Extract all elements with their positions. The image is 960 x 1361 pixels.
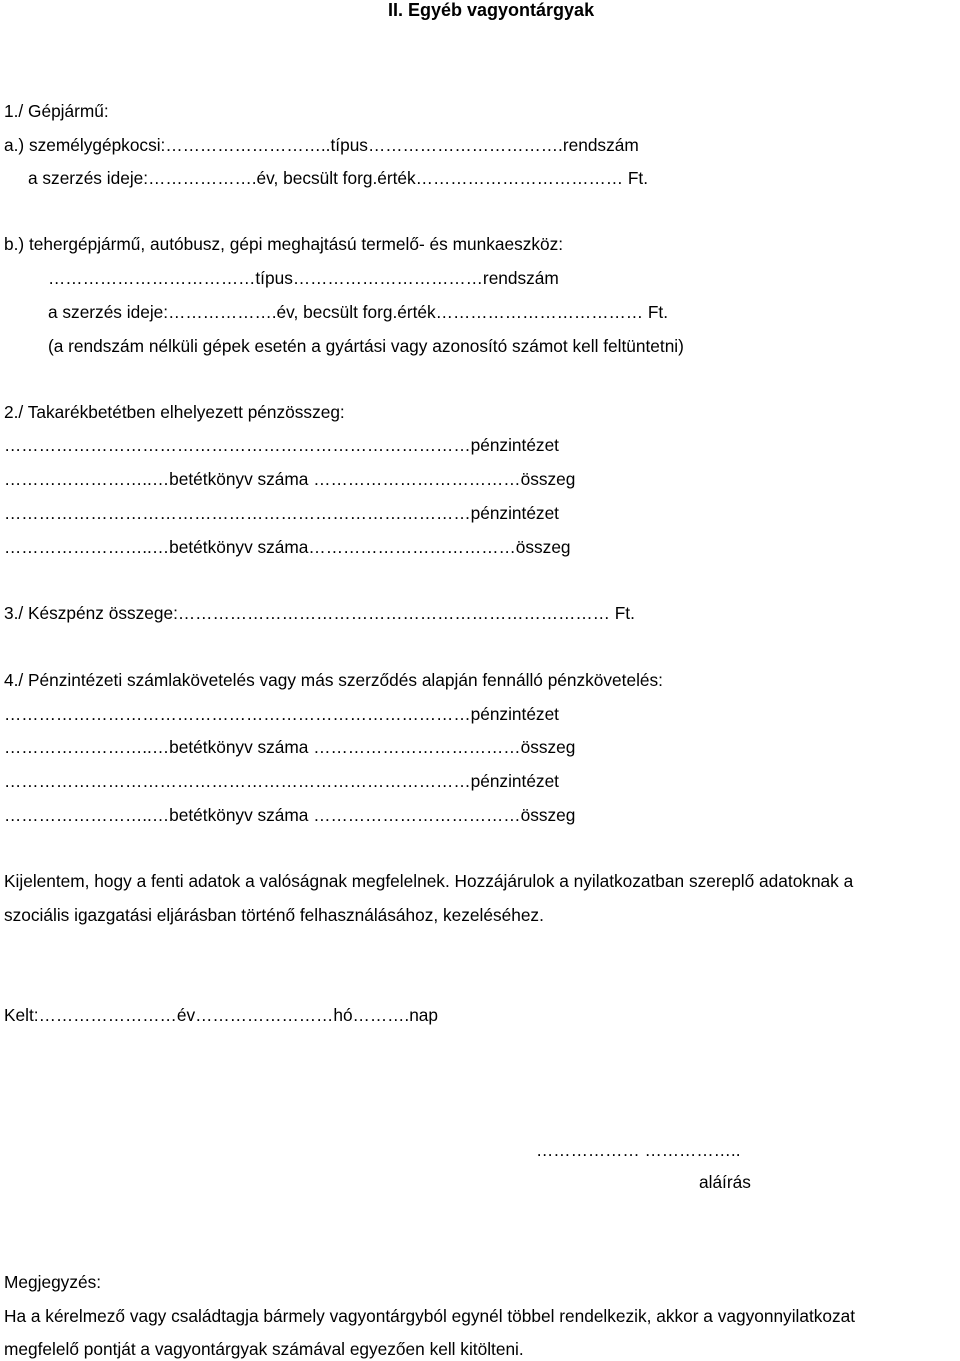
vehicle-line-2: ………………………………típus……………………………rendszám: [48, 268, 559, 288]
signature-label: aláírás: [699, 1172, 751, 1192]
cash-line: 3./ Készpénz összege:………………………………………………………………… Ft.: [4, 603, 635, 623]
claims-row-2: ……………………..…betétkönyv száma ………………………………összeg: [4, 737, 576, 757]
note-line-1: Ha a kérelmező vagy családtagja bármely vagyontárgyból egynél többel rendelkezik, akkor a vagyonnyilatkozat: [4, 1306, 856, 1326]
declaration-line-2: szociális igazgatási eljárásban történő felhasználásához, kezeléséhez.: [4, 905, 544, 925]
vehicle-line-3: a szerzés ideje:……………….év, becsült forg.érték……………………………… Ft.: [48, 302, 669, 322]
savings-row-2: ……………………..…betétkönyv száma ………………………………összeg: [4, 469, 576, 489]
section-2-heading: 2./ Takarékbetétben elhelyezett pénzösszeg:: [4, 402, 345, 422]
vehicle-note: (a rendszám nélküli gépek esetén a gyártási vagy azonosító számot kell feltüntetni): [48, 336, 684, 356]
declaration-line-1: Kijelentem, hogy a fenti adatok a valóságnak megfelelnek. Hozzájárulok a nyilatkozatban szereplő adatoknak a: [4, 871, 854, 891]
note-heading: Megjegyzés:: [4, 1272, 102, 1292]
section-1-heading: 1./ Gépjármű:: [4, 101, 109, 121]
claims-row-3: ………………………………………………………………………pénzintézet: [4, 771, 559, 791]
claims-row-4: ……………………..…betétkönyv száma ………………………………összeg: [4, 805, 576, 825]
vehicle-heading: b.) tehergépjármű, autóbusz, gépi meghajtású termelő- és munkaeszköz:: [4, 234, 564, 254]
section-4-heading: 4./ Pénzintézeti számlakövetelés vagy más szerződés alapján fennálló pénzkövetelés:: [4, 670, 663, 690]
date-line: Kelt:……………………év……………………hó……….nap: [4, 1005, 439, 1025]
car-line-1: a.) személygépkocsi:………………………..típus…………………………….rendszám: [4, 135, 639, 155]
claims-row-1: ………………………………………………………………………pénzintézet: [4, 704, 559, 724]
signature-dots: ……………… ……………..: [536, 1140, 741, 1160]
savings-row-3: ………………………………………………………………………pénzintézet: [4, 503, 559, 523]
note-line-2: megfelelő pontját a vagyontárgyak számával egyezően kell kitölteni.: [4, 1339, 524, 1359]
savings-row-4: ……………………..…betétkönyv száma………………………………összeg: [4, 537, 571, 557]
car-line-2: a szerzés ideje:……………….év, becsült forg.érték……………………………… Ft.: [28, 168, 649, 188]
savings-row-1: ………………………………………………………………………pénzintézet: [4, 435, 559, 455]
page-title: II. Egyéb vagyontárgyak: [388, 0, 595, 20]
